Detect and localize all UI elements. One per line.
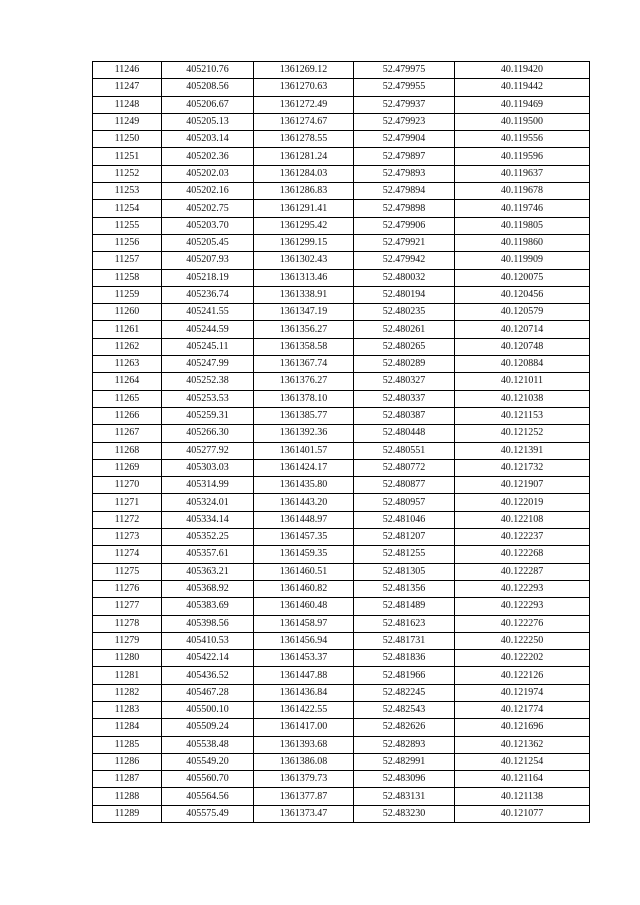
y-coordinate-cell: 1361295.42 (254, 217, 354, 234)
y-coordinate-cell: 1361457.35 (254, 529, 354, 546)
table-row (93, 598, 590, 615)
y-coordinate-cell: 1361460.82 (254, 580, 354, 597)
point-number-cell: 11271 (93, 494, 162, 511)
latitude-cell: 52.480235 (354, 304, 455, 321)
table-row (93, 442, 590, 459)
y-coordinate-cell: 1361291.41 (254, 200, 354, 217)
point-number-cell: 11265 (93, 390, 162, 407)
point-number-cell: 11266 (93, 407, 162, 424)
longitude-cell: 40.119420 (455, 62, 590, 79)
table-row (93, 580, 590, 597)
x-coordinate-cell: 405202.16 (162, 183, 254, 200)
latitude-cell: 52.480289 (354, 356, 455, 373)
table-row (93, 234, 590, 251)
point-number-cell: 11270 (93, 477, 162, 494)
y-coordinate-cell: 1361281.24 (254, 148, 354, 165)
table-row (93, 217, 590, 234)
y-coordinate-cell: 1361435.80 (254, 477, 354, 494)
table-row (93, 79, 590, 96)
latitude-cell: 52.482893 (354, 736, 455, 753)
y-coordinate-cell: 1361274.67 (254, 113, 354, 130)
longitude-cell: 40.121077 (455, 805, 590, 822)
longitude-cell: 40.121153 (455, 407, 590, 424)
point-number-cell: 11277 (93, 598, 162, 615)
latitude-cell: 52.481836 (354, 650, 455, 667)
y-coordinate-cell: 1361453.37 (254, 650, 354, 667)
longitude-cell: 40.122126 (455, 667, 590, 684)
y-coordinate-cell: 1361460.48 (254, 598, 354, 615)
y-coordinate-cell: 1361443.20 (254, 494, 354, 511)
latitude-cell: 52.479897 (354, 148, 455, 165)
y-coordinate-cell: 1361338.91 (254, 286, 354, 303)
latitude-cell: 52.479906 (354, 217, 455, 234)
y-coordinate-cell: 1361379.73 (254, 771, 354, 788)
table-row (93, 684, 590, 701)
latitude-cell: 52.479893 (354, 165, 455, 182)
point-number-cell: 11288 (93, 788, 162, 805)
longitude-cell: 40.119556 (455, 131, 590, 148)
latitude-cell: 52.479937 (354, 96, 455, 113)
x-coordinate-cell: 405247.99 (162, 356, 254, 373)
x-coordinate-cell: 405207.93 (162, 252, 254, 269)
point-number-cell: 11256 (93, 234, 162, 251)
y-coordinate-cell: 1361284.03 (254, 165, 354, 182)
longitude-cell: 40.121254 (455, 753, 590, 770)
x-coordinate-cell: 405252.38 (162, 373, 254, 390)
y-coordinate-cell: 1361313.46 (254, 269, 354, 286)
longitude-cell: 40.121974 (455, 684, 590, 701)
point-number-cell: 11251 (93, 148, 162, 165)
x-coordinate-cell: 405218.19 (162, 269, 254, 286)
point-number-cell: 11257 (93, 252, 162, 269)
x-coordinate-cell: 405245.11 (162, 338, 254, 355)
x-coordinate-cell: 405314.99 (162, 477, 254, 494)
table-row (93, 373, 590, 390)
longitude-cell: 40.120714 (455, 321, 590, 338)
x-coordinate-cell: 405410.53 (162, 632, 254, 649)
latitude-cell: 52.479942 (354, 252, 455, 269)
longitude-cell: 40.119500 (455, 113, 590, 130)
longitude-cell: 40.122019 (455, 494, 590, 511)
latitude-cell: 52.479898 (354, 200, 455, 217)
point-number-cell: 11247 (93, 79, 162, 96)
point-number-cell: 11261 (93, 321, 162, 338)
table-row (93, 788, 590, 805)
latitude-cell: 52.480551 (354, 442, 455, 459)
longitude-cell: 40.119469 (455, 96, 590, 113)
x-coordinate-cell: 405202.03 (162, 165, 254, 182)
table-row (93, 113, 590, 130)
latitude-cell: 52.479921 (354, 234, 455, 251)
table-row (93, 407, 590, 424)
latitude-cell: 52.480448 (354, 425, 455, 442)
table-row (93, 615, 590, 632)
x-coordinate-cell: 405357.61 (162, 546, 254, 563)
table-row (93, 252, 590, 269)
table-row (93, 131, 590, 148)
x-coordinate-cell: 405241.55 (162, 304, 254, 321)
latitude-cell: 52.479975 (354, 62, 455, 79)
point-number-cell: 11281 (93, 667, 162, 684)
latitude-cell: 52.481255 (354, 546, 455, 563)
x-coordinate-cell: 405303.03 (162, 459, 254, 476)
point-number-cell: 11252 (93, 165, 162, 182)
table-row (93, 771, 590, 788)
x-coordinate-cell: 405363.21 (162, 563, 254, 580)
x-coordinate-cell: 405368.92 (162, 580, 254, 597)
x-coordinate-cell: 405236.74 (162, 286, 254, 303)
longitude-cell: 40.121252 (455, 425, 590, 442)
x-coordinate-cell: 405210.76 (162, 62, 254, 79)
longitude-cell: 40.120748 (455, 338, 590, 355)
x-coordinate-cell: 405202.36 (162, 148, 254, 165)
latitude-cell: 52.480265 (354, 338, 455, 355)
longitude-cell: 40.121138 (455, 788, 590, 805)
point-number-cell: 11250 (93, 131, 162, 148)
y-coordinate-cell: 1361417.00 (254, 719, 354, 736)
x-coordinate-cell: 405208.56 (162, 79, 254, 96)
latitude-cell: 52.481305 (354, 563, 455, 580)
latitude-cell: 52.482626 (354, 719, 455, 736)
longitude-cell: 40.122202 (455, 650, 590, 667)
x-coordinate-cell: 405422.14 (162, 650, 254, 667)
table-row (93, 62, 590, 79)
longitude-cell: 40.121732 (455, 459, 590, 476)
latitude-cell: 52.479904 (354, 131, 455, 148)
latitude-cell: 52.480261 (354, 321, 455, 338)
longitude-cell: 40.119860 (455, 234, 590, 251)
y-coordinate-cell: 1361392.36 (254, 425, 354, 442)
point-number-cell: 11264 (93, 373, 162, 390)
y-coordinate-cell: 1361401.57 (254, 442, 354, 459)
point-number-cell: 11249 (93, 113, 162, 130)
longitude-cell: 40.121038 (455, 390, 590, 407)
y-coordinate-cell: 1361424.17 (254, 459, 354, 476)
point-number-cell: 11285 (93, 736, 162, 753)
point-number-cell: 11284 (93, 719, 162, 736)
longitude-cell: 40.120456 (455, 286, 590, 303)
x-coordinate-cell: 405564.56 (162, 788, 254, 805)
table-row (93, 338, 590, 355)
latitude-cell: 52.483230 (354, 805, 455, 822)
table-row (93, 321, 590, 338)
table-row (93, 286, 590, 303)
longitude-cell: 40.119442 (455, 79, 590, 96)
x-coordinate-cell: 405206.67 (162, 96, 254, 113)
latitude-cell: 52.480877 (354, 477, 455, 494)
y-coordinate-cell: 1361458.97 (254, 615, 354, 632)
longitude-cell: 40.119596 (455, 148, 590, 165)
table-row (93, 563, 590, 580)
longitude-cell: 40.122237 (455, 529, 590, 546)
latitude-cell: 52.480957 (354, 494, 455, 511)
x-coordinate-cell: 405205.13 (162, 113, 254, 130)
longitude-cell: 40.122293 (455, 580, 590, 597)
latitude-cell: 52.481489 (354, 598, 455, 615)
table-row (93, 165, 590, 182)
table-row (93, 736, 590, 753)
x-coordinate-cell: 405383.69 (162, 598, 254, 615)
point-number-cell: 11259 (93, 286, 162, 303)
table-row (93, 719, 590, 736)
y-coordinate-cell: 1361376.27 (254, 373, 354, 390)
point-number-cell: 11287 (93, 771, 162, 788)
latitude-cell: 52.480032 (354, 269, 455, 286)
table-row (93, 96, 590, 113)
point-number-cell: 11273 (93, 529, 162, 546)
point-number-cell: 11253 (93, 183, 162, 200)
latitude-cell: 52.480194 (354, 286, 455, 303)
point-number-cell: 11267 (93, 425, 162, 442)
longitude-cell: 40.122250 (455, 632, 590, 649)
latitude-cell: 52.483131 (354, 788, 455, 805)
longitude-cell: 40.122293 (455, 598, 590, 615)
longitude-cell: 40.120579 (455, 304, 590, 321)
x-coordinate-cell: 405575.49 (162, 805, 254, 822)
y-coordinate-cell: 1361286.83 (254, 183, 354, 200)
point-number-cell: 11272 (93, 511, 162, 528)
y-coordinate-cell: 1361272.49 (254, 96, 354, 113)
x-coordinate-cell: 405560.70 (162, 771, 254, 788)
table-row (93, 304, 590, 321)
point-number-cell: 11260 (93, 304, 162, 321)
x-coordinate-cell: 405203.70 (162, 217, 254, 234)
latitude-cell: 52.480337 (354, 390, 455, 407)
table-row (93, 529, 590, 546)
longitude-cell: 40.120075 (455, 269, 590, 286)
table-row (93, 200, 590, 217)
x-coordinate-cell: 405324.01 (162, 494, 254, 511)
latitude-cell: 52.479955 (354, 79, 455, 96)
x-coordinate-cell: 405509.24 (162, 719, 254, 736)
longitude-cell: 40.121907 (455, 477, 590, 494)
point-number-cell: 11283 (93, 701, 162, 718)
x-coordinate-cell: 405352.25 (162, 529, 254, 546)
point-number-cell: 11258 (93, 269, 162, 286)
longitude-cell: 40.121164 (455, 771, 590, 788)
coordinates-table-body (93, 62, 590, 823)
latitude-cell: 52.481356 (354, 580, 455, 597)
x-coordinate-cell: 405266.30 (162, 425, 254, 442)
y-coordinate-cell: 1361459.35 (254, 546, 354, 563)
y-coordinate-cell: 1361377.87 (254, 788, 354, 805)
x-coordinate-cell: 405259.31 (162, 407, 254, 424)
x-coordinate-cell: 405436.52 (162, 667, 254, 684)
y-coordinate-cell: 1361270.63 (254, 79, 354, 96)
table-row (93, 546, 590, 563)
point-number-cell: 11286 (93, 753, 162, 770)
x-coordinate-cell: 405244.59 (162, 321, 254, 338)
y-coordinate-cell: 1361378.10 (254, 390, 354, 407)
x-coordinate-cell: 405467.28 (162, 684, 254, 701)
latitude-cell: 52.482543 (354, 701, 455, 718)
y-coordinate-cell: 1361299.15 (254, 234, 354, 251)
latitude-cell: 52.479923 (354, 113, 455, 130)
x-coordinate-cell: 405203.14 (162, 131, 254, 148)
table-row (93, 511, 590, 528)
latitude-cell: 52.481966 (354, 667, 455, 684)
point-number-cell: 11262 (93, 338, 162, 355)
x-coordinate-cell: 405253.53 (162, 390, 254, 407)
x-coordinate-cell: 405205.45 (162, 234, 254, 251)
y-coordinate-cell: 1361302.43 (254, 252, 354, 269)
table-row (93, 390, 590, 407)
y-coordinate-cell: 1361278.55 (254, 131, 354, 148)
longitude-cell: 40.119678 (455, 183, 590, 200)
y-coordinate-cell: 1361460.51 (254, 563, 354, 580)
table-row (93, 269, 590, 286)
latitude-cell: 52.482245 (354, 684, 455, 701)
x-coordinate-cell: 405549.20 (162, 753, 254, 770)
table-row (93, 425, 590, 442)
table-row (93, 477, 590, 494)
table-row (93, 459, 590, 476)
y-coordinate-cell: 1361347.19 (254, 304, 354, 321)
latitude-cell: 52.480387 (354, 407, 455, 424)
longitude-cell: 40.121011 (455, 373, 590, 390)
table-row (93, 356, 590, 373)
point-number-cell: 11280 (93, 650, 162, 667)
longitude-cell: 40.121362 (455, 736, 590, 753)
point-number-cell: 11278 (93, 615, 162, 632)
table-row (93, 650, 590, 667)
point-number-cell: 11269 (93, 459, 162, 476)
y-coordinate-cell: 1361367.74 (254, 356, 354, 373)
point-number-cell: 11289 (93, 805, 162, 822)
y-coordinate-cell: 1361436.84 (254, 684, 354, 701)
y-coordinate-cell: 1361356.27 (254, 321, 354, 338)
longitude-cell: 40.119909 (455, 252, 590, 269)
table-row (93, 183, 590, 200)
y-coordinate-cell: 1361358.58 (254, 338, 354, 355)
latitude-cell: 52.481207 (354, 529, 455, 546)
x-coordinate-cell: 405277.92 (162, 442, 254, 459)
longitude-cell: 40.119637 (455, 165, 590, 182)
point-number-cell: 11275 (93, 563, 162, 580)
point-number-cell: 11282 (93, 684, 162, 701)
y-coordinate-cell: 1361456.94 (254, 632, 354, 649)
longitude-cell: 40.119746 (455, 200, 590, 217)
x-coordinate-cell: 405398.56 (162, 615, 254, 632)
y-coordinate-cell: 1361269.12 (254, 62, 354, 79)
latitude-cell: 52.481046 (354, 511, 455, 528)
table-row (93, 701, 590, 718)
point-number-cell: 11276 (93, 580, 162, 597)
x-coordinate-cell: 405538.48 (162, 736, 254, 753)
latitude-cell: 52.482991 (354, 753, 455, 770)
point-number-cell: 11279 (93, 632, 162, 649)
point-number-cell: 11263 (93, 356, 162, 373)
latitude-cell: 52.480327 (354, 373, 455, 390)
y-coordinate-cell: 1361422.55 (254, 701, 354, 718)
latitude-cell: 52.481623 (354, 615, 455, 632)
longitude-cell: 40.120884 (455, 356, 590, 373)
table-row (93, 494, 590, 511)
latitude-cell: 52.483096 (354, 771, 455, 788)
longitude-cell: 40.122268 (455, 546, 590, 563)
longitude-cell: 40.122276 (455, 615, 590, 632)
longitude-cell: 40.121774 (455, 701, 590, 718)
point-number-cell: 11246 (93, 62, 162, 79)
point-number-cell: 11254 (93, 200, 162, 217)
y-coordinate-cell: 1361385.77 (254, 407, 354, 424)
point-number-cell: 11248 (93, 96, 162, 113)
latitude-cell: 52.479894 (354, 183, 455, 200)
table-row (93, 632, 590, 649)
latitude-cell: 52.480772 (354, 459, 455, 476)
longitude-cell: 40.121391 (455, 442, 590, 459)
x-coordinate-cell: 405202.75 (162, 200, 254, 217)
y-coordinate-cell: 1361448.97 (254, 511, 354, 528)
y-coordinate-cell: 1361393.68 (254, 736, 354, 753)
point-number-cell: 11268 (93, 442, 162, 459)
x-coordinate-cell: 405334.14 (162, 511, 254, 528)
longitude-cell: 40.122287 (455, 563, 590, 580)
latitude-cell: 52.481731 (354, 632, 455, 649)
longitude-cell: 40.121696 (455, 719, 590, 736)
y-coordinate-cell: 1361373.47 (254, 805, 354, 822)
table-row (93, 753, 590, 770)
longitude-cell: 40.122108 (455, 511, 590, 528)
table-row (93, 148, 590, 165)
point-number-cell: 11274 (93, 546, 162, 563)
x-coordinate-cell: 405500.10 (162, 701, 254, 718)
coordinates-table (92, 61, 590, 823)
point-number-cell: 11255 (93, 217, 162, 234)
longitude-cell: 40.119805 (455, 217, 590, 234)
y-coordinate-cell: 1361386.08 (254, 753, 354, 770)
table-row (93, 805, 590, 822)
table-row (93, 667, 590, 684)
y-coordinate-cell: 1361447.88 (254, 667, 354, 684)
